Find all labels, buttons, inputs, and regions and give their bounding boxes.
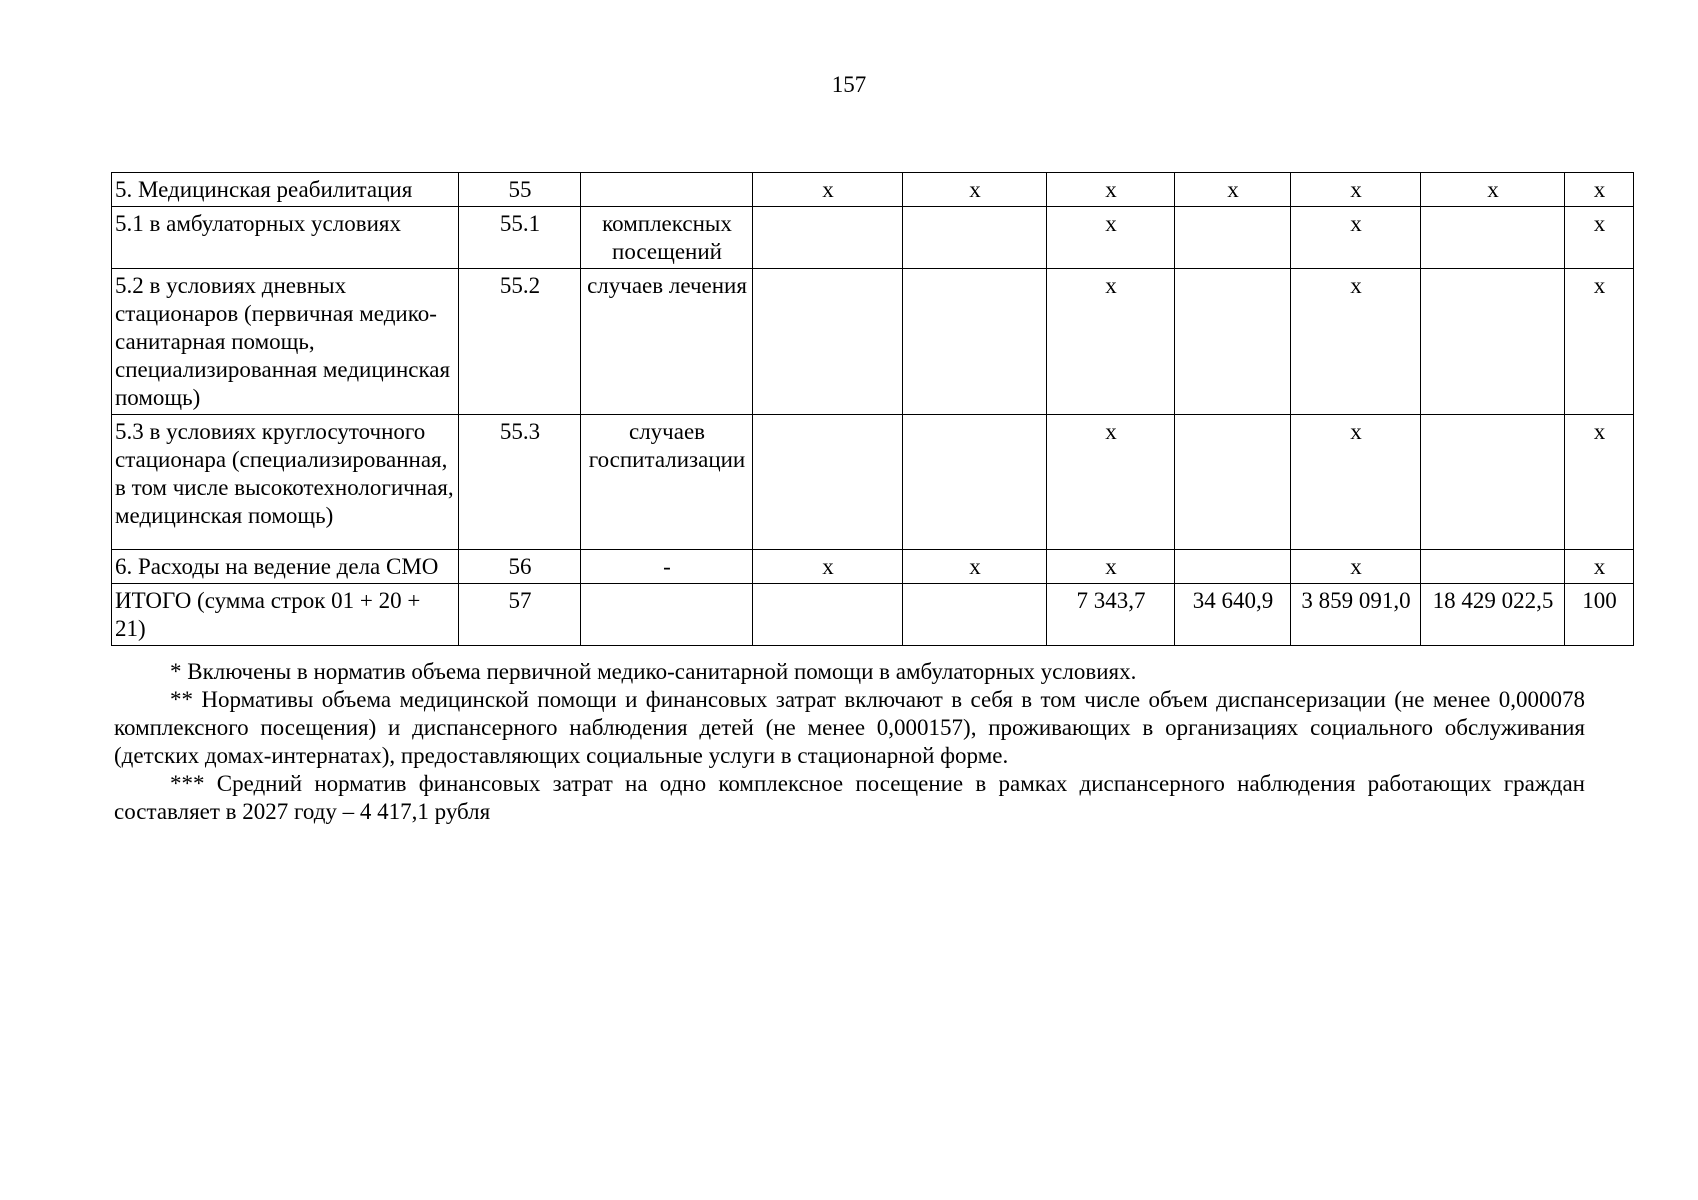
col7-cell bbox=[1175, 550, 1291, 584]
col8-cell: х bbox=[1291, 415, 1421, 550]
col10-cell: х bbox=[1565, 415, 1634, 550]
table-row bbox=[112, 269, 1634, 415]
row-code-cell: 57 bbox=[459, 584, 581, 646]
table-row bbox=[112, 207, 1634, 269]
footnote-2: ** Нормативы объема медицинской помощи и финансовых затрат включают в себя в том числе объем диспансеризации (не менее 0,000078 комплексного посещения) и диспансерного наблюдения детей (не менее 0,000157), проживающих в организациях социального обслуживания (детских домах-интернатах), предоставляющих социальные услуги в стационарной форме. bbox=[114, 687, 1585, 768]
col6-cell: 7 343,7 bbox=[1047, 584, 1175, 646]
row-name-cell: 6. Расходы на ведение дела СМО bbox=[112, 550, 459, 584]
col9-cell bbox=[1421, 550, 1565, 584]
footnote-1: * Включены в норматив объема первичной медико-санитарной помощи в амбулаторных условиях. bbox=[170, 659, 1137, 684]
col7-cell bbox=[1175, 207, 1291, 269]
col4-cell: х bbox=[753, 550, 903, 584]
col6-cell: х bbox=[1047, 173, 1175, 207]
norms-table bbox=[111, 172, 1634, 646]
col4-cell bbox=[753, 584, 903, 646]
table-row bbox=[112, 584, 1634, 646]
col9-cell: х bbox=[1421, 173, 1565, 207]
row-name-cell: 5.3 в условиях круглосуточного стационара (специализированная, в том числе высокотехнологичная, медицинская помощь) bbox=[112, 415, 459, 550]
row-name-cell: 5.1 в амбулаторных условиях bbox=[112, 207, 459, 269]
col5-cell: х bbox=[903, 550, 1047, 584]
col8-cell: х bbox=[1291, 269, 1421, 415]
unit-cell: случаев лечения bbox=[581, 269, 753, 415]
col7-cell: 34 640,9 bbox=[1175, 584, 1291, 646]
col10-cell: 100 bbox=[1565, 584, 1634, 646]
col10-cell: х bbox=[1565, 269, 1634, 415]
col5-cell bbox=[903, 269, 1047, 415]
footnote-3: *** Средний норматив финансовых затрат на одно комплексное посещение в рамках диспансерного наблюдения работающих граждан составляет в 2027 году – 4 417,1 рубля bbox=[114, 771, 1585, 824]
row-name-cell: 5. Медицинская реабилитация bbox=[112, 173, 459, 207]
unit-cell bbox=[581, 584, 753, 646]
row-code-cell: 55.2 bbox=[459, 269, 581, 415]
col6-cell: х bbox=[1047, 415, 1175, 550]
col4-cell: х bbox=[753, 173, 903, 207]
row-code-cell: 55.3 bbox=[459, 415, 581, 550]
col7-cell bbox=[1175, 269, 1291, 415]
col9-cell bbox=[1421, 415, 1565, 550]
row-code-cell: 55 bbox=[459, 173, 581, 207]
col10-cell: х bbox=[1565, 550, 1634, 584]
col9-cell bbox=[1421, 269, 1565, 415]
col6-cell: х bbox=[1047, 207, 1175, 269]
row-name-cell: 5.2 в условиях дневных стационаров (первичная медико-санитарная помощь, специализированная медицинская помощь) bbox=[112, 269, 459, 415]
col5-cell: х bbox=[903, 173, 1047, 207]
col8-cell: х bbox=[1291, 207, 1421, 269]
col4-cell bbox=[753, 269, 903, 415]
col4-cell bbox=[753, 415, 903, 550]
col7-cell bbox=[1175, 415, 1291, 550]
col9-cell bbox=[1421, 207, 1565, 269]
row-code-cell: 55.1 bbox=[459, 207, 581, 269]
row-code-cell: 56 bbox=[459, 550, 581, 584]
unit-cell: комплексных посещений bbox=[581, 207, 753, 269]
unit-cell bbox=[581, 173, 753, 207]
col5-cell bbox=[903, 207, 1047, 269]
col6-cell: х bbox=[1047, 550, 1175, 584]
table-row bbox=[112, 173, 1634, 207]
col8-cell: х bbox=[1291, 173, 1421, 207]
col6-cell: х bbox=[1047, 269, 1175, 415]
col8-cell: х bbox=[1291, 550, 1421, 584]
col10-cell: х bbox=[1565, 173, 1634, 207]
page-number: 157 bbox=[831, 72, 867, 97]
row-name-cell: ИТОГО (сумма строк 01 + 20 + 21) bbox=[112, 584, 459, 646]
unit-cell: - bbox=[581, 550, 753, 584]
col5-cell bbox=[903, 415, 1047, 550]
col9-cell: 18 429 022,5 bbox=[1421, 584, 1565, 646]
table-row bbox=[112, 415, 1634, 550]
col8-cell: 3 859 091,0 bbox=[1291, 584, 1421, 646]
footnotes bbox=[114, 658, 1585, 826]
col7-cell: х bbox=[1175, 173, 1291, 207]
col10-cell: х bbox=[1565, 207, 1634, 269]
col4-cell bbox=[753, 207, 903, 269]
col5-cell bbox=[903, 584, 1047, 646]
table-row bbox=[112, 550, 1634, 584]
unit-cell: случаев госпитализации bbox=[581, 415, 753, 550]
